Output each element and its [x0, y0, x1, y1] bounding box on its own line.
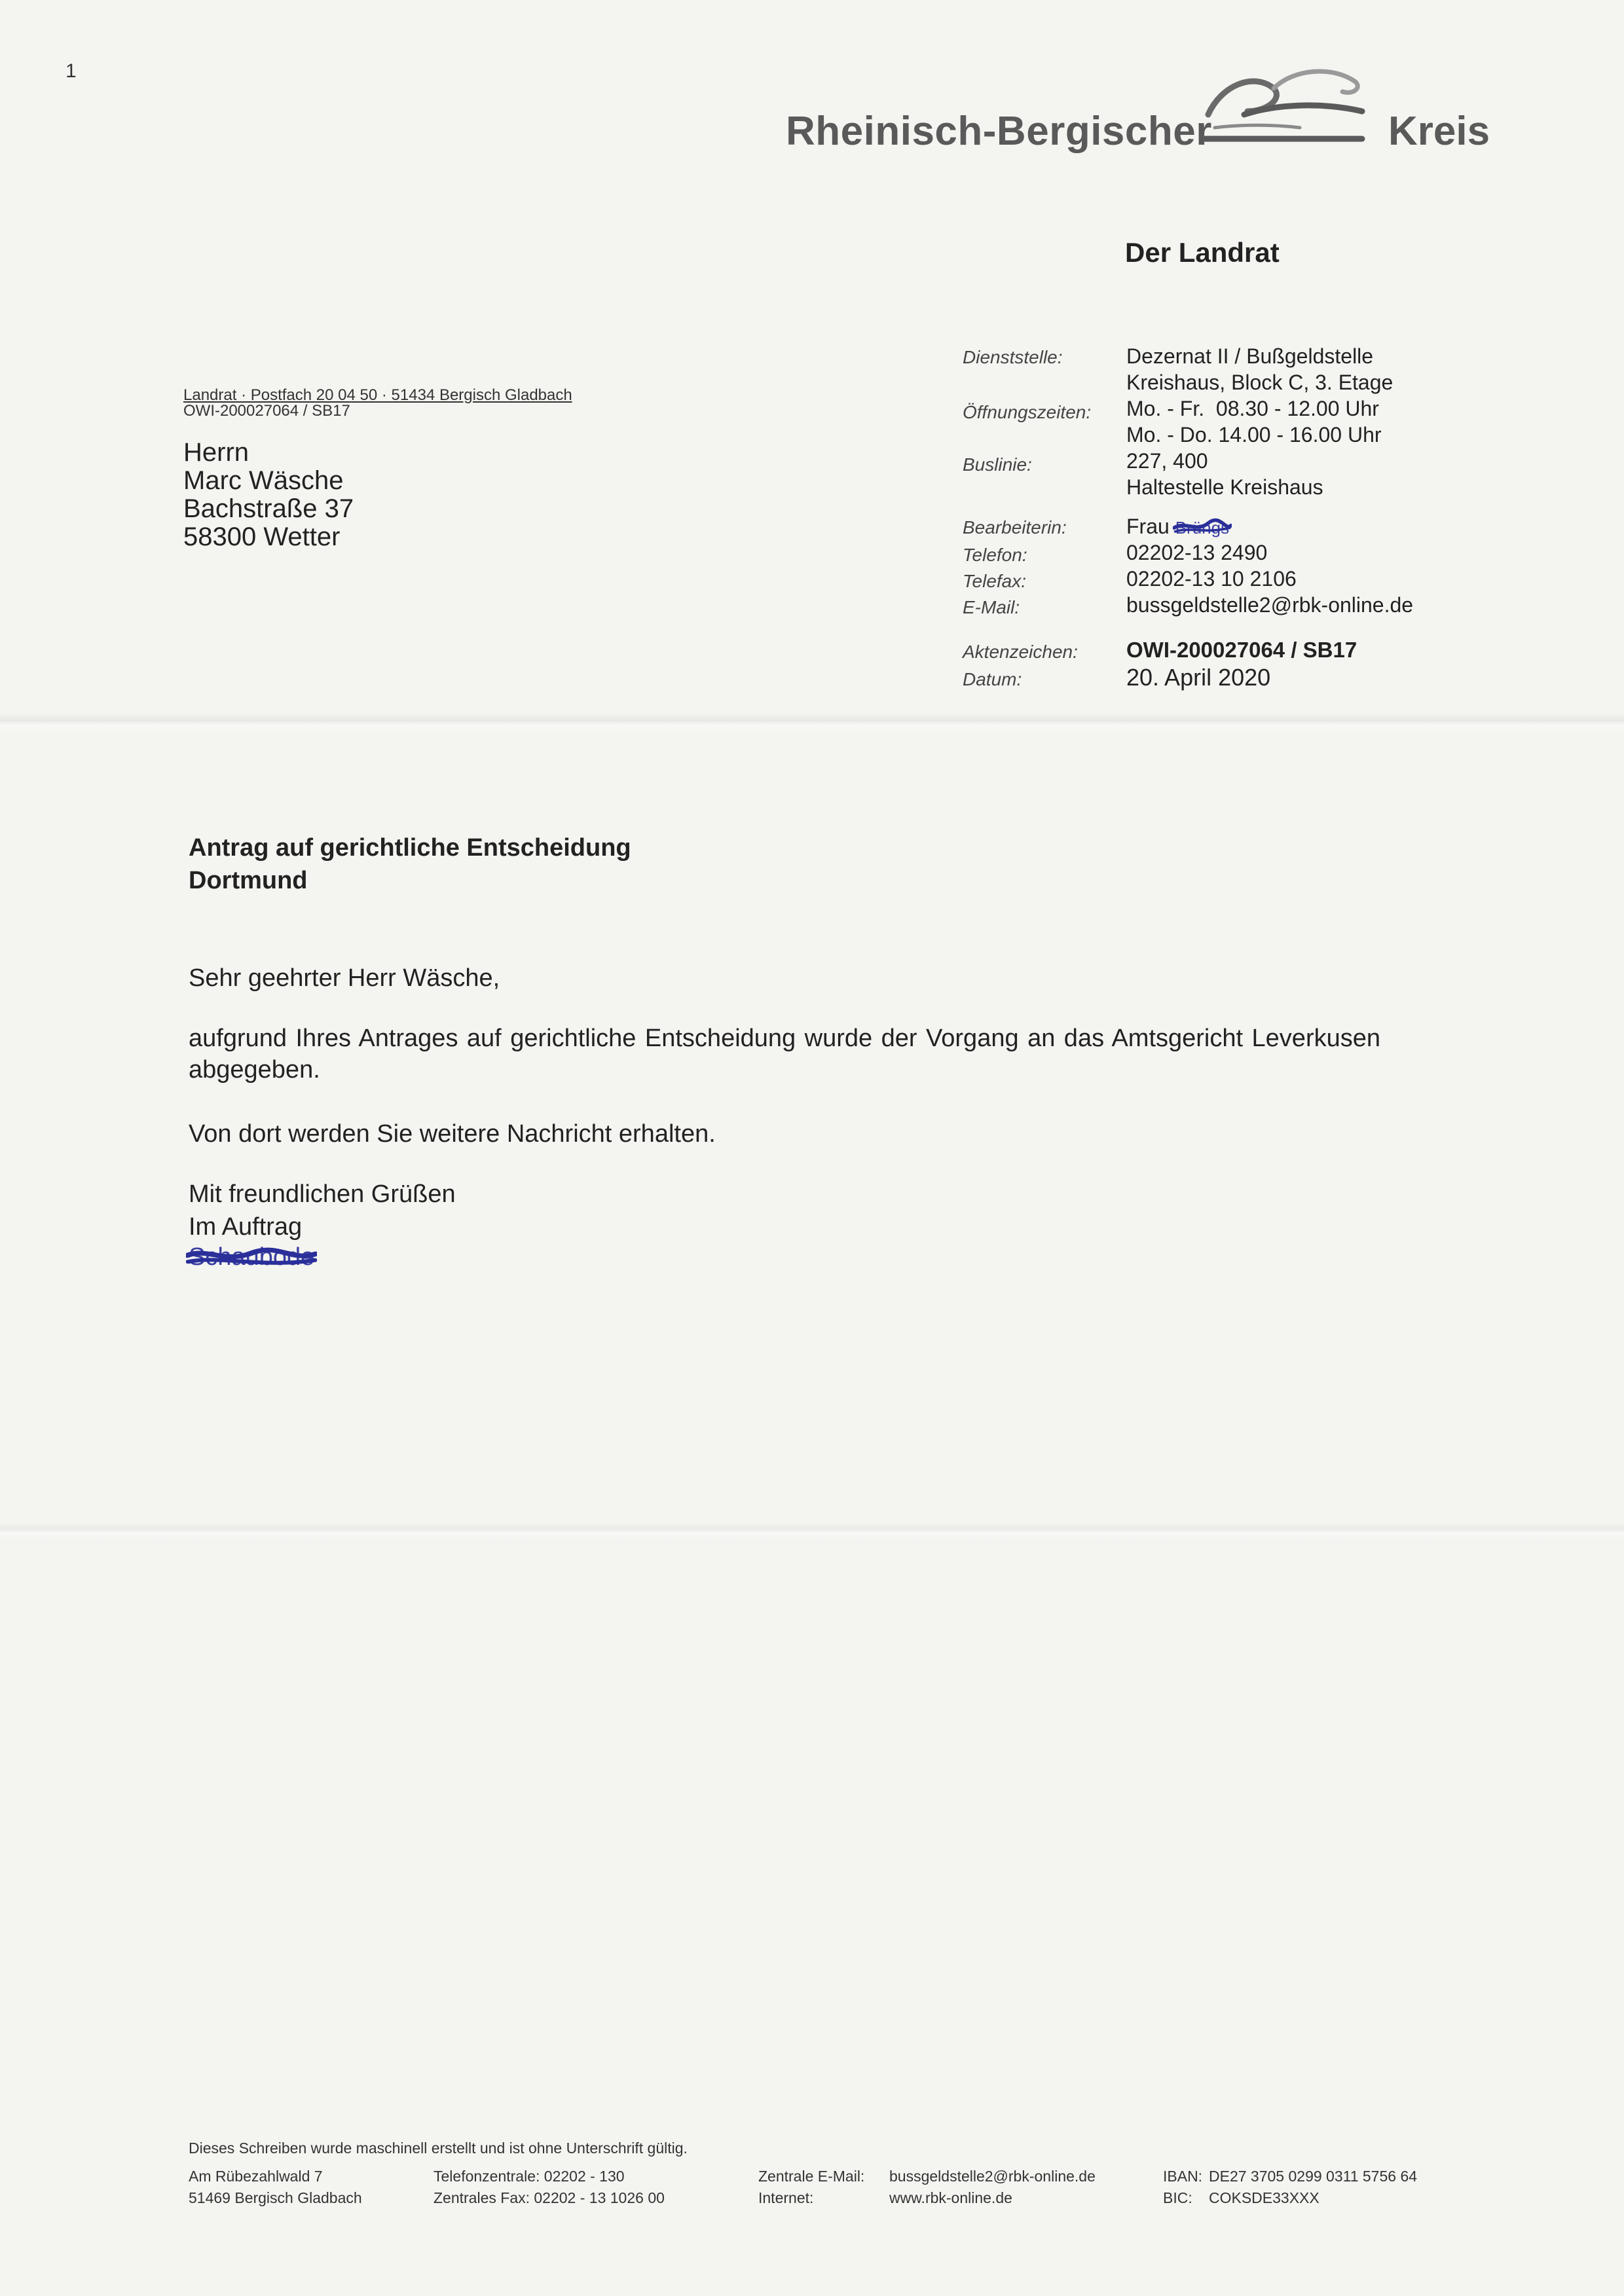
page-number: 1 [65, 60, 77, 82]
subject-line-1: Antrag auf gerichtliche Entscheidung [189, 834, 631, 862]
bearbeiterin-name-redacted [1175, 515, 1229, 539]
footer-contact [758, 2166, 1096, 2209]
footer-mail-value: bussgeldstelle2@rbk-online.de [889, 2168, 1096, 2185]
footer-fax-value: 02202 - 13 1026 00 [534, 2189, 665, 2206]
recipient-name: Marc Wäsche [183, 466, 344, 495]
footer-note: Dieses Schreiben wurde maschinell erstellt und ist ohne Unterschrift gültig. [189, 2140, 688, 2157]
subject [189, 831, 631, 897]
authority-title: Der Landrat [1125, 237, 1280, 268]
subject-line-2: Dortmund [189, 867, 308, 894]
body-paragraph-2: Von dort werden Sie weitere Nachricht erhalten. [189, 1120, 716, 1148]
footer-web-value: www.rbk-online.de [889, 2189, 1012, 2206]
footer-mail-label: Zentrale E-Mail: [758, 2168, 865, 2185]
im-auftrag: Im Auftrag [189, 1213, 303, 1241]
telefon-label: Telefon: [963, 545, 1027, 565]
signer-name: Schaubode [189, 1243, 315, 1271]
body-paragraph-1: aufgrund Ihres Antrages auf gerichtliche Entscheidung wurde der Vorgang an das Amtsgericht Leverkusen abgegeben. [189, 1025, 1380, 1084]
return-address-line: Landrat · Postfach 20 04 50 · 51434 Bergisch Gladbach [183, 386, 572, 404]
datum-label: Datum: [963, 669, 1022, 689]
buslinie-value-2: Haltestelle Kreishaus [1126, 475, 1323, 499]
logo-text-right: Kreis [1388, 109, 1490, 154]
footer-bic-label: BIC: [1163, 2189, 1192, 2206]
redaction-scribble-icon [186, 1241, 317, 1273]
oeffnungszeiten-value-2: Mo. - Do. 14.00 - 16.00 Uhr [1126, 423, 1382, 446]
signer-redaction [189, 1241, 314, 1273]
footer-tel-label: Telefonzentrale: [434, 2168, 540, 2185]
footer-address-line-1: Am Rübezahlwald 7 [189, 2168, 323, 2185]
return-address-reference: OWI-200027064 / SB17 [183, 402, 350, 420]
buslinie-label: Buslinie: [963, 454, 1032, 475]
footer-bank [1163, 2166, 1417, 2209]
signer-redacted [189, 1241, 314, 1273]
oeffnungszeiten-value-1: Mo. - Fr. 08.30 - 12.00 Uhr [1126, 397, 1379, 420]
redaction-scribble-icon [1173, 515, 1232, 539]
logo-text-left: Rheinisch-Bergischer [786, 109, 1212, 154]
email-value: bussgeldstelle2@rbk-online.de [1126, 593, 1414, 617]
aktenzeichen-label: Aktenzeichen: [963, 642, 1078, 662]
telefon-value: 02202-13 2490 [1126, 541, 1268, 564]
footer-iban-label: IBAN: [1163, 2168, 1203, 2185]
footer-tel-value: 02202 - 130 [544, 2168, 625, 2185]
dienststelle-value-1: Dezernat II / Bußgeldstelle [1126, 344, 1374, 368]
aktenzeichen-value: OWI-200027064 / SB17 [1126, 638, 1357, 662]
dienststelle-value-2: Kreishaus, Block C, 3. Etage [1126, 371, 1393, 394]
info-block [0, 0, 1624, 720]
closing: Mit freundlichen Grüßen [189, 1180, 456, 1208]
oeffnungszeiten-label: Öffnungszeiten: [963, 402, 1092, 422]
recipient-salutation: Herrn [183, 438, 249, 467]
bearbeiterin-name: Brüngs [1175, 518, 1230, 538]
datum-value: 20. April 2020 [1126, 664, 1271, 691]
footer-iban-value: DE27 3705 0299 0311 5756 64 [1209, 2168, 1418, 2185]
bearbeiterin-prefix: Frau [1126, 515, 1170, 538]
footer-web-label: Internet: [758, 2189, 814, 2206]
recipient-street: Bachstraße 37 [183, 494, 354, 523]
footer-address [189, 2166, 362, 2209]
footer-phone-fax [434, 2166, 665, 2209]
footer-bic-value: COKSDE33XXX [1209, 2189, 1320, 2206]
email-label: E-Mail: [963, 597, 1020, 617]
recipient-city: 58300 Wetter [183, 522, 341, 551]
bearbeiterin-value [1126, 515, 1229, 539]
bearbeiterin-label: Bearbeiterin: [963, 517, 1067, 538]
telefax-value: 02202-13 10 2106 [1126, 567, 1297, 591]
telefax-label: Telefax: [963, 571, 1027, 591]
greeting: Sehr geehrter Herr Wäsche, [189, 964, 500, 992]
footer-fax-label: Zentrales Fax: [434, 2189, 530, 2206]
buslinie-value-1: 227, 400 [1126, 449, 1208, 473]
dienststelle-label: Dienststelle: [963, 347, 1063, 367]
footer-address-line-2: 51469 Bergisch Gladbach [189, 2189, 362, 2206]
